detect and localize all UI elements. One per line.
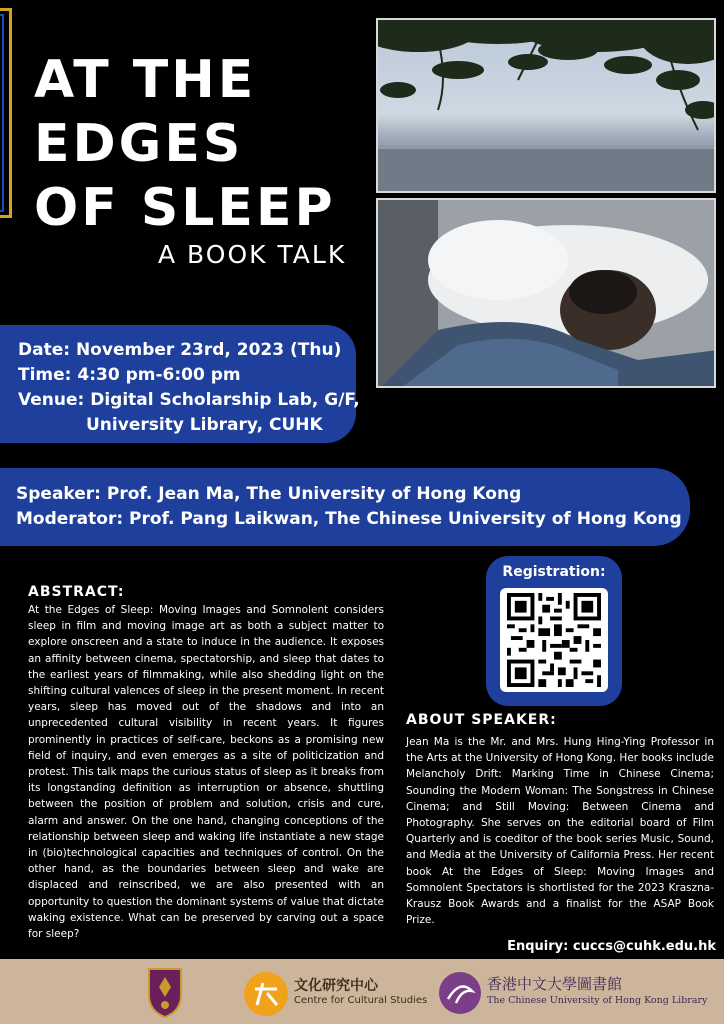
qr-code-icon: [506, 593, 602, 687]
film-still-sea: [376, 18, 716, 193]
sleeper-illustration: [378, 200, 716, 388]
title-line-2: EDGES: [34, 114, 244, 174]
about-speaker-heading: ABOUT SPEAKER:: [406, 712, 557, 728]
event-venue-line1: Venue: Digital Scholarship Lab, G/F,: [18, 390, 360, 410]
ccs-logo-icon: [243, 971, 289, 1017]
ccs-english-name: Centre for Cultural Studies: [294, 995, 428, 1006]
library-english-name: The Chinese University of Hong Kong Library: [487, 995, 708, 1006]
moderator-line: Moderator: Prof. Pang Laikwan, The Chinese University of Hong Kong: [16, 509, 682, 529]
enquiry-email[interactable]: Enquiry: cuccs@cuhk.edu.hk: [507, 939, 716, 954]
abstract-text: At the Edges of Sleep: Moving Images and Somnolent considers sleep in film and moving image art as both a subject matter to explore onscreen and a state to induce in the audience. It exposes an affinity between cinema, spectatorship, and sleep that dates to the earliest years of filmmaking, while also shedding light on the shifting cultural valences of sleep in the present moment. In recent years, sleep has moved out of the shadows and into an unprecedented cultural visibility in recent years. It figures prominently in practices of self-care, beckons as a promising new field of inquiry, and even emerges as a site of politicization and protest. This talk maps the curious status of sleep as it breaks from its longstanding definition as interruption or absence, shuttling between the position of problem and solution, crisis and cure, alarm and answer. On the one hand, changing conceptions of the relationship between sleep and waking life instantiate a new stage in (bio)technological capacities and techniques of control. On the other hand, as the boundaries between sleep and wake are displaced and reinscribed, we are also presented with an opportunity to question the dominant systems of value that dictate waking existence. What can be preserved by carving out a space for sleep?: [28, 604, 384, 941]
decorative-frame-blue: [0, 14, 4, 212]
speaker-line: Speaker: Prof. Jean Ma, The University of Hong Kong: [16, 484, 522, 504]
registration-qr-code[interactable]: [500, 588, 608, 692]
registration-label: Registration:: [502, 564, 606, 580]
cuhk-crest-icon: [145, 965, 185, 1019]
about-speaker-text: Jean Ma is the Mr. and Mrs. Hung Hing-Ying Professor in the Arts at the University of Hong Kong. Her books include Melancholy Drift: Marking Time in Chinese Cinema; Sounding the Modern Woman: The Songstress in Chinese Cinema; and Still Moving: Between Cinema and Photography. She serves on the editorial board of Film Quarterly and is coeditor of the book series Music, Sound, and Media at the University of California Press. Her recent book At the Edges of Sleep: Moving Images and Somnolent Spectators is shortlisted for the 2023 Kraszna-Krausz Book Awards and a finalist for the ASAP Book Prize.: [406, 736, 714, 927]
abstract-heading: ABSTRACT:: [28, 584, 125, 600]
cuhk-library-logo-icon: [438, 971, 482, 1015]
subtitle: A BOOK TALK: [158, 240, 347, 269]
event-time: Time: 4:30 pm-6:00 pm: [18, 365, 241, 385]
event-date: Date: November 23rd, 2023 (Thu): [18, 340, 342, 360]
ccs-chinese-name: 文化研究中心: [294, 978, 378, 994]
title-line-1: AT THE: [34, 50, 257, 110]
footer-logo-bar: [0, 959, 724, 1024]
title-line-3: OF SLEEP: [34, 178, 336, 238]
film-still-sleeper: [376, 198, 716, 388]
speaker-panel: [0, 468, 690, 546]
library-chinese-name: 香港中文大學圖書館: [487, 975, 623, 993]
leaves-illustration: [378, 20, 716, 193]
event-venue-line2: University Library, CUHK: [86, 415, 323, 435]
